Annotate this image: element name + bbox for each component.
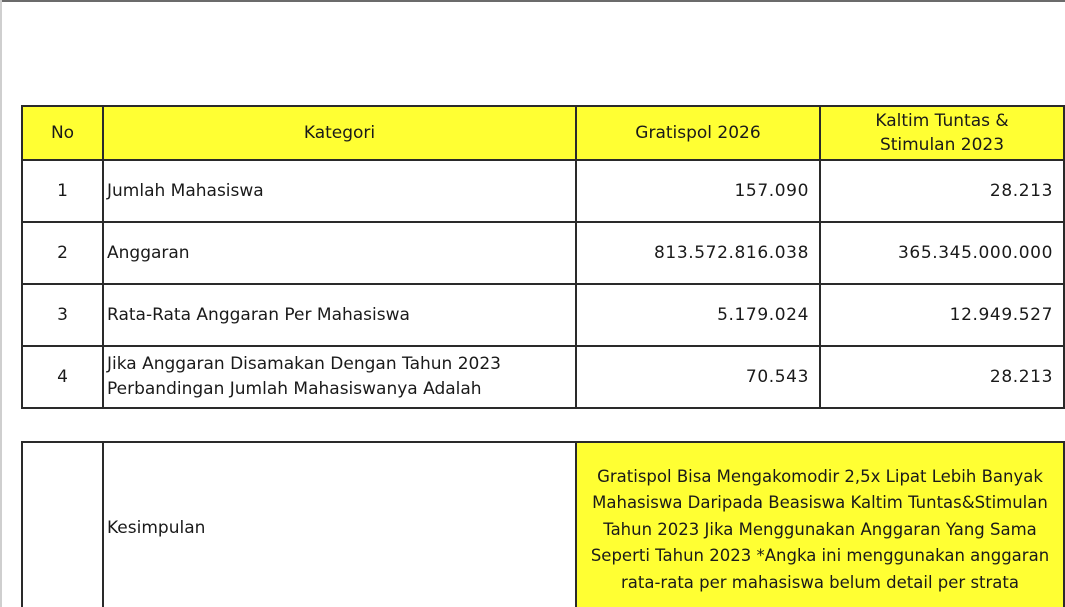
row-kaltim: 365.345.000.000 [820, 222, 1064, 284]
row-gratispol: 157.090 [576, 160, 820, 222]
row-no: 2 [22, 222, 103, 284]
table-header-row [22, 106, 1064, 160]
row-kategori: Rata-Rata Anggaran Per Mahasiswa [103, 284, 576, 346]
summary-table [21, 441, 1065, 607]
header-kategori: Kategori [103, 106, 576, 160]
row-gratispol: 5.179.024 [576, 284, 820, 346]
row-kategori: Jumlah Mahasiswa [103, 160, 576, 222]
table-row [22, 160, 1064, 222]
row-kaltim: 28.213 [820, 346, 1064, 408]
row-kaltim: 28.213 [820, 160, 1064, 222]
row-kategori: Anggaran [103, 222, 576, 284]
row-gratispol: 813.572.816.038 [576, 222, 820, 284]
summary-line: Mahasiswa Daripada Beasiswa Kaltim Tuntas&Stimulan [592, 493, 1048, 513]
header-kaltim [820, 106, 1064, 160]
summary-empty-cell [22, 442, 103, 607]
top-divider [0, 0, 1065, 2]
table-row [22, 222, 1064, 284]
row-kategori-line: Perbandingan Jumlah Mahasiswanya Adalah [107, 379, 482, 399]
row-kaltim: 12.949.527 [820, 284, 1064, 346]
header-gratispol: Gratispol 2026 [576, 106, 820, 160]
row-no: 4 [22, 346, 103, 408]
summary-line: Tahun 2023 Jika Menggunakan Anggaran Yang Sama [603, 519, 1037, 539]
row-no: 3 [22, 284, 103, 346]
summary-line: Seperti Tahun 2023 *Angka ini menggunakan anggaran [590, 546, 1050, 566]
header-kaltim-text: Kaltim Tuntas & Stimulan 2023 [875, 111, 1009, 155]
summary-line: Gratispol Bisa Mengakomodir 2,5x Lipat Lebih Banyak [597, 466, 1043, 486]
summary-text [576, 442, 1064, 607]
summary-row [22, 442, 1064, 607]
row-kategori-line: Jika Anggaran Disamakan Dengan Tahun 2023 [107, 354, 501, 374]
left-divider [0, 0, 2, 607]
summary-line: rata-rata per mahasiswa belum detail per strata [621, 572, 1019, 592]
row-gratispol: 70.543 [576, 346, 820, 408]
row-kategori [103, 346, 576, 408]
header-no: No [22, 106, 103, 160]
row-no: 1 [22, 160, 103, 222]
table-row [22, 284, 1064, 346]
comparison-table [21, 105, 1065, 409]
summary-label: Kesimpulan [103, 442, 576, 607]
table-row [22, 346, 1064, 408]
